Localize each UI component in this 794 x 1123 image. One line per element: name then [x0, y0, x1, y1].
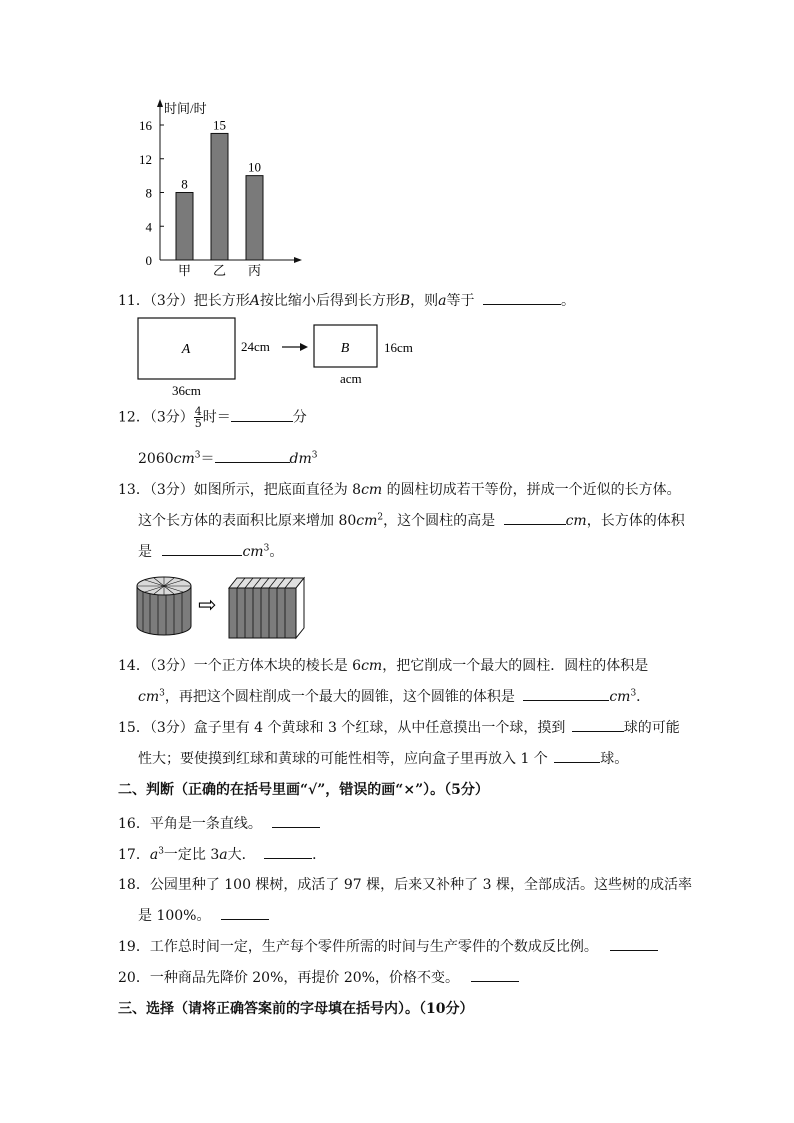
- cylinder-diagram: [134, 570, 314, 640]
- y-tick-label: 0: [145, 253, 152, 268]
- answer-blank[interactable]: [523, 686, 609, 701]
- answer-blank[interactable]: [231, 407, 293, 422]
- box-front: [229, 588, 296, 638]
- x-tick-label: 甲: [177, 263, 192, 278]
- section-2-heading: 二、判断（正确的在括号里画“√”，错误的画“×”）。（5分）: [118, 782, 489, 798]
- question-17: 17．$a^3$一定比 3a大． ．: [118, 844, 326, 864]
- x-tick-label: 乙: [212, 263, 227, 278]
- question-11: 11．（3分）把长方形A按比缩小后得到长方形B，则a等于 。: [118, 290, 575, 310]
- answer-blank[interactable]: [610, 936, 658, 951]
- question-15: 15．（3分）盒子里有 4 个黄球和 3 个红球，从中任意摸出一个球，摸到 球的可能: [118, 717, 680, 737]
- label-24cm: 24cm: [241, 339, 270, 354]
- bar: [246, 176, 263, 260]
- answer-blank[interactable]: [162, 541, 242, 556]
- answer-blank[interactable]: [483, 290, 561, 305]
- bar: [176, 193, 193, 261]
- y-tick-label: 4: [145, 219, 152, 235]
- section-3-heading: 三、选择（请将正确答案前的字母填在括号内）。（10分）: [118, 1001, 474, 1017]
- question-19: 19．工作总时间一定，生产每个零件所需的时间与生产零件的个数成反比例。: [118, 936, 658, 956]
- bar-value-label: 8: [181, 176, 188, 192]
- rectangle-b-label: B: [340, 341, 350, 356]
- question-18: 18．公园里种了 100 棵树，成活了 97 棵，后来又补种了 3 棵，全部成活。这些树的成活率: [118, 877, 692, 893]
- question-13-line-2: 这个长方体的表面积比原来增加 $80cm^2$，这个圆柱的高是 cm，长方体的体积: [138, 510, 685, 530]
- answer-blank[interactable]: [554, 748, 600, 763]
- question-18-line-2: 是 100%。: [138, 905, 269, 925]
- y-tick-label: 8: [145, 185, 152, 201]
- y-tick-label: 12: [139, 151, 152, 167]
- x-axis-arrow: [294, 257, 302, 263]
- question-15-line-2: 性大；要使摸到红球和黄球的可能性相等，应向盒子里再放入 1 个 球。: [138, 748, 628, 768]
- y-tick-label: 16: [139, 118, 152, 133]
- question-12: 12．（3分） $\frac{4}{5}$ 时＝ 分: [118, 405, 307, 430]
- bar-value-label: 15: [213, 117, 226, 133]
- box-side: [296, 578, 304, 638]
- answer-blank[interactable]: [471, 967, 519, 982]
- arrow-head: [300, 343, 308, 351]
- answer-blank[interactable]: [504, 510, 566, 525]
- question-16: 16．平角是一条直线。: [118, 813, 320, 833]
- label-16cm: 16cm: [384, 340, 413, 355]
- question-14-line-2: $cm^3$，再把这个圆柱削成一个最大的圆锥，这个圆锥的体积是 $cm^3$．: [138, 686, 650, 706]
- box-top: [229, 578, 304, 588]
- fraction: $\frac{4}{5}$: [194, 405, 202, 430]
- rectangle-a-label: A: [181, 342, 191, 357]
- answer-blank[interactable]: [264, 844, 312, 859]
- bar: [211, 133, 228, 260]
- y-axis-label: 时间/时: [164, 101, 207, 116]
- label-acm: acm: [340, 371, 362, 386]
- question-13: 13．（3分）如图所示，把底面直径为 8cm 的圆柱切成若干等份，拼成一个近似的长方体。: [118, 482, 681, 498]
- answer-blank[interactable]: [272, 813, 320, 828]
- question-13-line-3: 是 $cm^3$。: [138, 541, 283, 561]
- y-axis-arrow: [157, 99, 163, 107]
- rectangle-diagram: [136, 314, 436, 398]
- answer-blank[interactable]: [572, 717, 624, 732]
- answer-blank[interactable]: [221, 905, 269, 920]
- label-36cm: 36cm: [172, 383, 201, 398]
- arrow-icon: ⇨: [198, 593, 217, 618]
- question-12-line-2: $2060cm^3= dm^3$: [138, 448, 317, 468]
- bar-chart: [130, 96, 320, 278]
- question-20: 20．一种商品先降价 20%，再提价 20%，价格不变。: [118, 967, 519, 987]
- bar-value-label: 10: [248, 159, 261, 175]
- question-14: 14．（3分）一个正方体木块的棱长是 6cm，把它削成一个最大的圆柱．圆柱的体积是: [118, 658, 649, 674]
- x-tick-label: 丙: [247, 263, 262, 278]
- answer-blank[interactable]: [215, 448, 290, 463]
